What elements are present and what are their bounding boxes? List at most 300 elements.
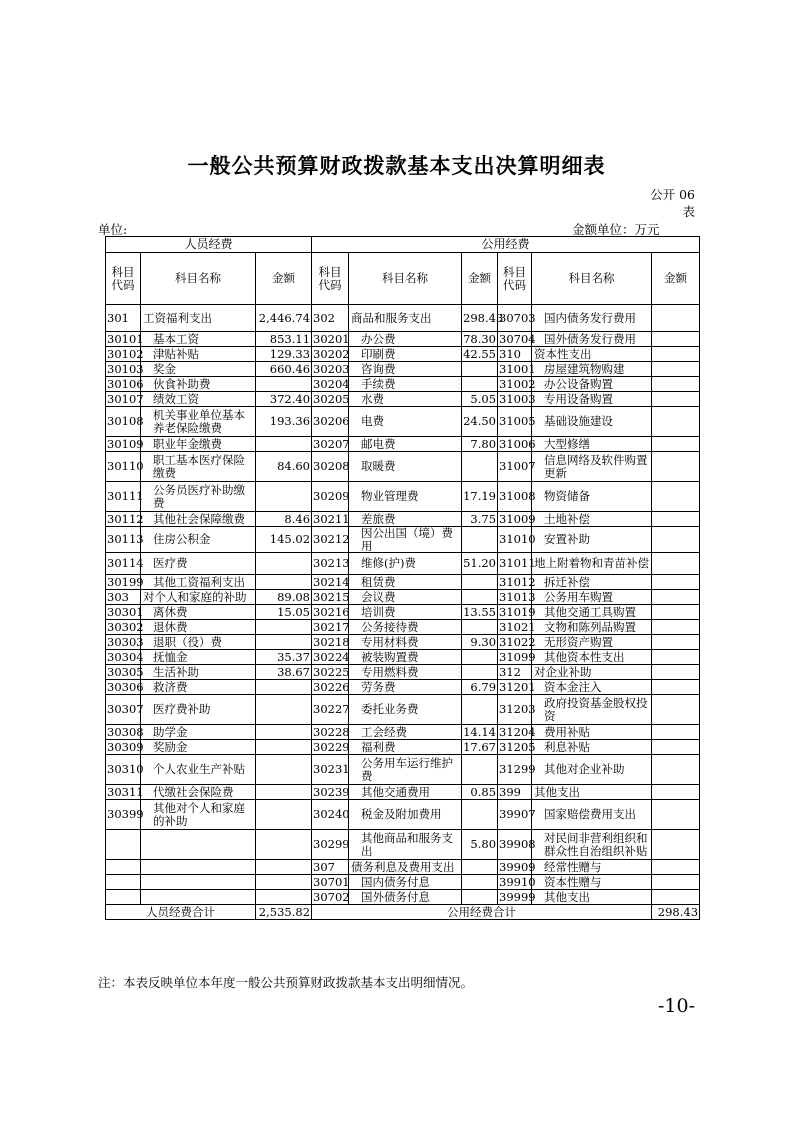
code-cell: 31002 [499, 376, 536, 391]
code-cell: 30225 [313, 664, 350, 679]
header-column-row [106, 253, 700, 305]
code-header: 科目代码 [312, 253, 349, 305]
amount-cell [652, 875, 700, 890]
name-cell: 水费 [349, 392, 462, 407]
code-cell: 30208 [312, 452, 349, 482]
table-row [106, 740, 700, 755]
name-cell: 商品和服务支出 [349, 305, 462, 332]
amount-cell [652, 830, 700, 860]
table-row [106, 362, 700, 377]
code-cell: 30307 [106, 695, 141, 725]
name-cell: 工会经费 [349, 725, 462, 740]
personnel-total-label: 人员经费合计 [106, 905, 256, 920]
amount-cell [256, 377, 312, 392]
amount-cell [652, 725, 700, 740]
amount-header: 金额 [256, 253, 312, 305]
code-cell: 31012 [499, 574, 536, 589]
amount-cell [462, 620, 498, 635]
amount-cell [652, 575, 700, 590]
name-cell: 其他资本性支出 [532, 650, 652, 665]
amount-cell: 298.43 [462, 305, 498, 332]
code-cell: 31203 [498, 695, 532, 725]
amount-cell [652, 890, 700, 905]
code-cell: 30203 [313, 361, 350, 376]
amount-cell [256, 740, 312, 755]
name-cell: 公务用车购置 [532, 590, 652, 605]
name-cell: 基本工资 [141, 332, 256, 347]
code-cell: 30303 [107, 634, 144, 649]
name-cell: 无形资产购置 [532, 635, 652, 650]
code-cell: 30310 [106, 755, 141, 785]
code-cell: 310 [498, 347, 532, 362]
code-cell [106, 860, 141, 875]
code-cell: 30703 [498, 305, 532, 332]
code-cell: 30202 [313, 346, 350, 361]
name-cell [141, 890, 256, 905]
name-cell: 利息补贴 [532, 740, 652, 755]
amount-cell [256, 800, 312, 830]
form-number: 公开 06 [650, 187, 695, 202]
table-row [106, 620, 700, 635]
code-cell: 30216 [313, 604, 350, 619]
amount-cell: 8.46 [256, 512, 312, 527]
table-row [106, 377, 700, 392]
code-cell: 30103 [107, 361, 144, 376]
amount-cell [652, 553, 700, 575]
code-cell: 30113 [106, 527, 141, 553]
amount-cell [256, 890, 312, 905]
code-cell: 39999 [499, 889, 536, 904]
name-cell: 生活补助 [141, 665, 256, 680]
name-cell: 国内债务付息 [349, 875, 462, 890]
personnel-header: 人员经费 [106, 237, 312, 253]
code-cell: 30211 [313, 511, 350, 526]
name-header: 科目名称 [141, 253, 256, 305]
table-row [106, 305, 700, 332]
name-cell: 助学金 [141, 725, 256, 740]
name-cell: 会议费 [349, 590, 462, 605]
name-cell: 工资福利支出 [141, 305, 256, 332]
code-cell: 302 [312, 305, 349, 332]
table-row [106, 590, 700, 605]
code-cell: 31013 [499, 589, 536, 604]
amount-cell: 9.30 [462, 635, 498, 650]
amount-cell [652, 512, 700, 527]
amount-cell: 853.11 [256, 332, 312, 347]
amount-cell [256, 575, 312, 590]
code-cell: 30309 [107, 739, 144, 754]
table-row [106, 860, 700, 875]
table-row [106, 527, 700, 553]
name-cell: 其他工资福利支出 [141, 575, 256, 590]
amount-cell [652, 635, 700, 650]
code-cell: 31010 [498, 527, 532, 553]
amount-cell [652, 680, 700, 695]
code-cell: 30239 [313, 784, 350, 799]
table-row [106, 875, 700, 890]
code-cell: 30702 [313, 889, 350, 904]
amount-cell [652, 590, 700, 605]
amount-cell [462, 875, 498, 890]
amount-cell [462, 590, 498, 605]
code-cell: 31201 [499, 679, 536, 694]
amount-cell: 129.33 [256, 347, 312, 362]
code-cell: 31299 [498, 755, 532, 785]
code-header: 科目代码 [498, 253, 532, 305]
amount-cell: 6.79 [462, 680, 498, 695]
name-cell: 住房公积金 [141, 527, 256, 553]
amount-cell [462, 665, 498, 680]
code-cell [106, 830, 141, 860]
code-cell: 30201 [313, 331, 350, 346]
table-row [106, 680, 700, 695]
amount-cell [652, 347, 700, 362]
amount-cell: 5.05 [462, 392, 498, 407]
name-cell: 对民间非营利组织和群众性自治组织补贴 [532, 830, 652, 860]
code-cell: 39907 [498, 800, 532, 830]
name-cell: 医疗费补助 [141, 695, 256, 725]
name-cell: 专用材料费 [349, 635, 462, 650]
amount-cell: 42.55 [463, 346, 497, 361]
code-cell: 30311 [107, 784, 144, 799]
name-cell: 文物和陈列品购置 [532, 620, 652, 635]
public-total-label: 公用经费合计 [312, 905, 652, 920]
amount-cell [256, 860, 312, 875]
code-cell: 31001 [499, 361, 536, 376]
amount-cell [652, 305, 700, 332]
code-cell: 30101 [107, 331, 144, 346]
name-cell: 伙食补助费 [141, 377, 256, 392]
name-cell: 救济费 [141, 680, 256, 695]
table-row [106, 665, 700, 680]
amount-cell [256, 437, 312, 452]
table-row [106, 695, 700, 725]
table-note: 注：本表反映单位本年度一般公共预算财政拨款基本支出明细情况。 [98, 975, 474, 990]
amount-cell: 5.80 [462, 830, 498, 860]
name-cell: 奖励金 [141, 740, 256, 755]
code-cell: 303 [106, 590, 141, 605]
name-cell: 对企业补助 [532, 665, 652, 680]
name-cell: 其他支出 [532, 785, 652, 800]
name-cell: 维修(护)费 [349, 553, 462, 575]
amount-cell [462, 362, 498, 377]
amount-cell [256, 755, 312, 785]
amount-cell [256, 875, 312, 890]
name-cell: 资本性支出 [532, 347, 652, 362]
code-cell: 30205 [313, 391, 350, 406]
amount-header: 金额 [652, 253, 700, 305]
totals-row [106, 905, 700, 920]
amount-cell [652, 620, 700, 635]
amount-cell: 17.19 [462, 482, 498, 512]
code-cell: 30701 [313, 874, 350, 889]
amount-cell: 372.40 [256, 392, 312, 407]
amount-cell [462, 755, 498, 785]
name-cell: 培训费 [349, 605, 462, 620]
amount-cell [462, 377, 498, 392]
amount-cell [652, 860, 700, 875]
name-cell: 国家赔偿费用支出 [532, 800, 652, 830]
amount-cell [462, 890, 498, 905]
unit-label: 单位: [98, 222, 128, 237]
code-cell: 30299 [312, 830, 349, 860]
amount-cell [652, 452, 700, 482]
amount-cell: 84.60 [256, 452, 312, 482]
amount-cell: 89.08 [256, 590, 312, 605]
page-title: 一般公共预算财政拨款基本支出决算明细表 [187, 154, 606, 178]
name-cell: 公务用车运行维护费 [349, 755, 462, 785]
table-row [106, 890, 700, 905]
table-row [106, 392, 700, 407]
amount-cell: 24.50 [462, 407, 498, 437]
amount-cell: 7.80 [462, 437, 498, 452]
amount-cell [652, 665, 700, 680]
code-cell: 30206 [312, 407, 349, 437]
code-cell: 30224 [313, 649, 350, 664]
name-cell: 职业年金缴费 [141, 437, 256, 452]
name-cell: 专用设备购置 [532, 392, 652, 407]
amount-cell [652, 527, 700, 553]
amount-cell [652, 605, 700, 620]
table-row [106, 785, 700, 800]
name-cell: 福利费 [349, 740, 462, 755]
amount-cell: 35.37 [256, 650, 312, 665]
name-cell: 资本性赠与 [532, 875, 652, 890]
public-header: 公用经费 [312, 237, 700, 253]
amount-cell: 0.85 [462, 785, 498, 800]
amount-cell [256, 830, 312, 860]
amount-cell [256, 695, 312, 725]
header-group-row [106, 237, 700, 253]
name-cell: 抚恤金 [141, 650, 256, 665]
amount-cell: 3.75 [462, 512, 498, 527]
code-cell: 31099 [499, 649, 536, 664]
name-cell: 资本金注入 [532, 680, 652, 695]
code-cell: 30114 [106, 553, 141, 575]
amount-cell: 193.36 [256, 407, 312, 437]
code-cell: 39910 [499, 874, 536, 889]
name-cell: 其他交通工具购置 [532, 605, 652, 620]
table-row [106, 725, 700, 740]
code-cell [106, 890, 141, 905]
name-cell: 国外债务付息 [349, 890, 462, 905]
code-cell: 312 [498, 665, 532, 680]
amount-cell [652, 377, 700, 392]
code-cell: 30199 [107, 574, 144, 589]
amount-cell [652, 695, 700, 725]
code-cell: 30228 [313, 724, 350, 739]
name-cell: 大型修缮 [532, 437, 652, 452]
amount-cell [462, 860, 498, 875]
form-number-suffix: 表 [682, 204, 695, 219]
amount-cell: 51.20 [462, 553, 498, 575]
amount-cell: 145.02 [256, 527, 312, 553]
amount-cell [462, 575, 498, 590]
amount-header: 金额 [462, 253, 498, 305]
code-cell: 30704 [499, 331, 536, 346]
name-cell: 租赁费 [349, 575, 462, 590]
amount-cell [256, 785, 312, 800]
amount-cell [462, 695, 498, 725]
amount-cell [652, 800, 700, 830]
table-row [106, 553, 700, 575]
amount-cell: 13.55 [463, 604, 497, 619]
code-cell: 31022 [499, 634, 536, 649]
name-cell: 政府投资基金股权投资 [532, 695, 652, 725]
table-row [106, 482, 700, 512]
name-cell: 债务利息及费用支出 [349, 860, 462, 875]
amount-cell [652, 332, 700, 347]
name-cell: 电费 [349, 407, 462, 437]
name-cell: 办公设备购置 [532, 377, 652, 392]
code-cell: 399 [498, 785, 532, 800]
name-cell: 差旅费 [349, 512, 462, 527]
name-cell: 邮电费 [349, 437, 462, 452]
amount-cell: 78.30 [463, 331, 497, 346]
name-cell: 职工基本医疗保险缴费 [141, 452, 256, 482]
code-cell: 301 [106, 305, 141, 332]
name-header: 科目名称 [349, 253, 462, 305]
code-cell: 39909 [499, 859, 536, 874]
name-cell: 机关事业单位基本养老保险缴费 [141, 407, 256, 437]
name-cell: 其他交通费用 [349, 785, 462, 800]
code-cell: 30304 [107, 649, 144, 664]
name-cell: 退休费 [141, 620, 256, 635]
table-row [106, 575, 700, 590]
table-row [106, 755, 700, 785]
code-cell: 30301 [107, 604, 144, 619]
code-cell: 31007 [498, 452, 532, 482]
name-cell [141, 875, 256, 890]
amount-unit-label: 金额单位：万元 [572, 222, 660, 237]
table-row [106, 512, 700, 527]
code-cell: 30106 [107, 376, 144, 391]
expenditure-table [105, 236, 700, 920]
expenditure-table-container [105, 236, 699, 920]
amount-cell: 17.67 [463, 739, 497, 754]
code-cell: 30240 [312, 800, 349, 830]
amount-cell [462, 452, 498, 482]
name-cell: 因公出国（境）费用 [349, 527, 462, 553]
code-cell: 30305 [107, 664, 144, 679]
name-cell: 医疗费 [141, 553, 256, 575]
name-cell: 国内债务发行费用 [532, 305, 652, 332]
amount-cell [652, 482, 700, 512]
code-cell: 30229 [313, 739, 350, 754]
name-cell: 信息网络及软件购置更新 [532, 452, 652, 482]
name-cell: 经常性赠与 [532, 860, 652, 875]
name-cell: 津贴补贴 [141, 347, 256, 362]
amount-cell [652, 740, 700, 755]
code-cell: 307 [312, 860, 349, 875]
amount-cell [462, 650, 498, 665]
name-cell: 专用燃料费 [349, 665, 462, 680]
code-cell: 30209 [312, 482, 349, 512]
code-cell: 30110 [106, 452, 141, 482]
name-cell: 取暖费 [349, 452, 462, 482]
amount-cell [256, 482, 312, 512]
amount-cell [462, 800, 498, 830]
name-cell: 代缴社会保险费 [141, 785, 256, 800]
table-row [106, 407, 700, 437]
amount-cell [256, 553, 312, 575]
code-cell: 30231 [312, 755, 349, 785]
amount-cell: 660.46 [256, 362, 312, 377]
amount-cell: 14.14 [463, 724, 497, 739]
name-cell [141, 860, 256, 875]
code-cell: 30111 [106, 482, 141, 512]
amount-cell [256, 725, 312, 740]
name-cell: 其他对个人和家庭的补助 [141, 800, 256, 830]
code-cell: 31003 [499, 391, 536, 406]
code-cell: 31009 [499, 511, 536, 526]
code-cell: 30308 [107, 724, 144, 739]
name-cell: 退职（役）费 [141, 635, 256, 650]
code-cell: 30107 [107, 391, 144, 406]
name-cell: 物业管理费 [349, 482, 462, 512]
code-cell: 31204 [499, 724, 536, 739]
code-cell: 30108 [106, 407, 141, 437]
amount-cell [652, 785, 700, 800]
code-cell: 30306 [107, 679, 144, 694]
code-cell: 31019 [499, 604, 536, 619]
name-cell: 其他商品和服务支出 [349, 830, 462, 860]
table-row [106, 452, 700, 482]
name-cell: 办公费 [349, 332, 462, 347]
name-cell: 公务接待费 [349, 620, 462, 635]
amount-cell [652, 755, 700, 785]
code-cell: 30214 [313, 574, 350, 589]
code-cell: 30213 [312, 553, 349, 575]
name-cell [141, 830, 256, 860]
name-cell: 拆迁补偿 [532, 575, 652, 590]
table-row [106, 605, 700, 620]
amount-cell [652, 362, 700, 377]
name-cell: 物资储备 [532, 482, 652, 512]
code-cell: 30204 [313, 376, 350, 391]
name-cell: 咨询费 [349, 362, 462, 377]
amount-cell: 15.05 [256, 605, 312, 620]
name-cell: 安置补助 [532, 527, 652, 553]
code-cell: 31021 [499, 619, 536, 634]
name-cell: 基础设施建设 [532, 407, 652, 437]
name-cell: 手续费 [349, 377, 462, 392]
name-cell: 税金及附加费用 [349, 800, 462, 830]
code-cell: 30226 [313, 679, 350, 694]
code-cell: 31205 [499, 739, 536, 754]
amount-cell [462, 527, 498, 553]
code-cell: 30218 [313, 634, 350, 649]
code-cell: 30112 [107, 511, 144, 526]
table-body [106, 305, 700, 905]
amount-cell [652, 392, 700, 407]
name-header: 科目名称 [532, 253, 652, 305]
code-cell: 30207 [313, 436, 350, 451]
name-cell: 其他对企业补助 [532, 755, 652, 785]
amount-cell: 38.67 [256, 665, 312, 680]
code-cell: 30227 [312, 695, 349, 725]
amount-cell [652, 437, 700, 452]
table-row [106, 635, 700, 650]
name-cell: 绩效工资 [141, 392, 256, 407]
name-cell: 土地补偿 [532, 512, 652, 527]
code-cell: 39908 [498, 830, 532, 860]
name-cell: 奖金 [141, 362, 256, 377]
amount-cell: 2,446.74 [256, 305, 312, 332]
amount-cell [256, 635, 312, 650]
name-cell: 被装购置费 [349, 650, 462, 665]
code-cell: 31011 [498, 553, 532, 575]
